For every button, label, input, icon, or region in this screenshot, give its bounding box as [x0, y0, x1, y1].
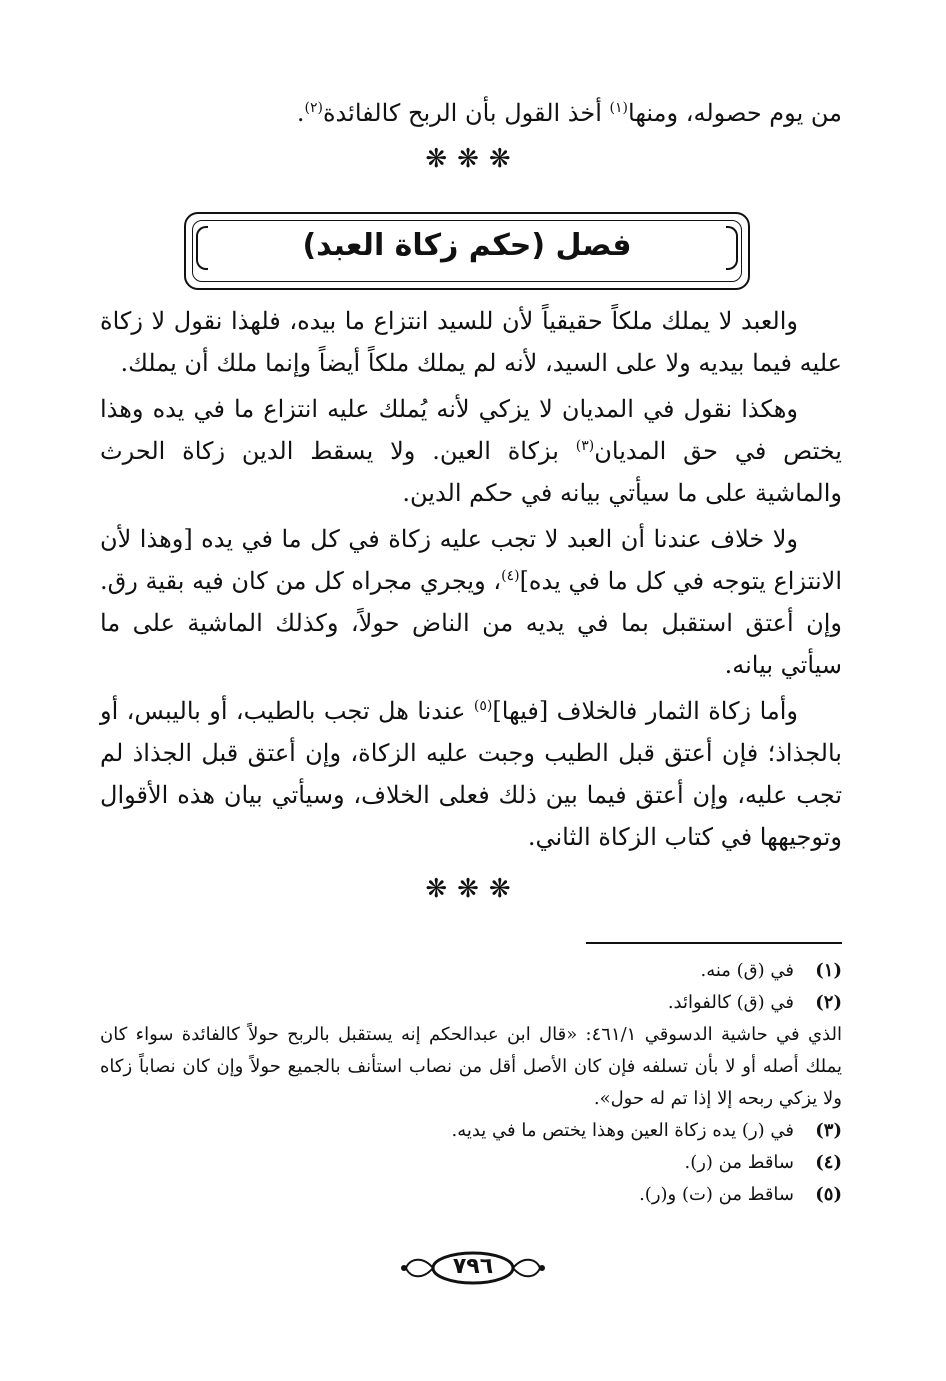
- text-span: عندنا هل تجب بالطيب، أو باليبس، أو بالجذاذ؛ فإن أعتق قبل الطيب وجبت عليه الزكاة، وإن أعتق قبل الجذاذ لم تجب عليه، وإن أعتق فيما بين ذلك فعلى الخلاف، وسيأتي بيان هذه الأقوال وتوجيهها في كتاب الزكاة الثاني.: [100, 697, 842, 851]
- footnote-ref-2[interactable]: (٢): [304, 100, 323, 116]
- text-span: ولا خلاف عندنا أن العبد لا تجب عليه زكاة في كل ما في يده [وهذا لأن الانتزاع يتوجه في كل ما في يده]: [100, 525, 842, 595]
- footnote-number: (٥): [815, 1184, 842, 1205]
- text-span: من يوم حصوله، ومنها: [628, 99, 842, 127]
- footnote-text: في (ر) يده زكاة العين وهذا يختص ما في يديه.: [451, 1120, 794, 1141]
- paragraph-1: والعبد لا يملك ملكاً حقيقياً لأن للسيد انتزاع ما بيده، فلهذا نقول لا زكاة عليه فيما بيديه ولا على السيد، لأنه لم يملك ملكاً أيضاً وإنما ملك أن يملك.: [100, 307, 842, 377]
- footnote-text: الذي في حاشية الدسوقي ٤٦١/١: «قال ابن عبدالحكم إنه يستقبل بالربح حولاً كالفائدة سواء كان يملك أصله أو لا بأن تسلفه فإن كان الأصل أقل من نصاب استأنف بالجميع حولاً وإن كان نصاباً زكاه ولا يزكي ربحه إلا إذا تم له حول».: [100, 1024, 843, 1109]
- text-span: ، ويجري مجراه كل من كان فيه بقية رق. وإن أعتق استقبل بما في يديه من الناض حولاً، وكذلك الماشية على ما سيأتي بيانه.: [100, 567, 842, 679]
- footnote-number: (٤): [815, 1152, 842, 1173]
- footnote-text: ساقط من (ت) و(ر).: [639, 1184, 794, 1205]
- section-heading-frame: [184, 212, 750, 290]
- text-span: أخذ القول بأن الربح كالفائدة: [322, 99, 610, 127]
- paragraph-3: [100, 518, 842, 686]
- footnote-ref-3[interactable]: (٣): [575, 438, 595, 454]
- paragraph-2: [100, 388, 842, 514]
- footnote-divider: [586, 942, 842, 944]
- footnote-ref-1[interactable]: (١): [609, 100, 629, 116]
- separator-stars-bottom: ❋❋❋: [425, 874, 521, 904]
- paragraph-4: [100, 690, 842, 858]
- page-number: ٧٩٦: [452, 1254, 494, 1279]
- continuation-paragraph: [100, 92, 842, 134]
- footnote-3: [100, 1115, 842, 1147]
- footnote-number: (١): [815, 960, 842, 981]
- top-line: [100, 92, 842, 138]
- footnote-number: (٢): [815, 992, 842, 1013]
- text-span: وهكذا نقول في المديان لا يزكي لأنه يُملك عليه انتزاع ما في يده وهذا يختص في حق المديان: [100, 395, 842, 465]
- footnote-number: (٣): [815, 1120, 842, 1141]
- footnotes-section: [100, 955, 842, 1211]
- footnote-2: [100, 987, 842, 1019]
- main-text: [100, 300, 842, 862]
- footnote-text: ساقط من (ر).: [684, 1152, 794, 1173]
- text-span: وأما زكاة الثمار فالخلاف [فيها]: [492, 697, 798, 725]
- page-number-ornament: [398, 1248, 548, 1288]
- footnote-1: [100, 955, 842, 987]
- footnote-5: [100, 1179, 842, 1211]
- footnote-ref-4[interactable]: (٤): [501, 568, 520, 584]
- footnote-2-continuation: [100, 1019, 842, 1115]
- footnote-text: في (ق) منه.: [700, 960, 794, 981]
- footnote-4: [100, 1147, 842, 1179]
- separator-stars-top: ❋❋❋: [425, 144, 521, 174]
- section-title: فصل (حكم زكاة العبد): [302, 228, 632, 263]
- text-span: بزكاة العين. ولا يسقط الدين زكاة الحرث والماشية على ما سيأتي بيانه في حكم الدين.: [100, 437, 842, 507]
- text-span: .: [296, 99, 305, 127]
- footnote-ref-5[interactable]: (٥): [473, 698, 493, 714]
- footnote-text: في (ق) كالفوائد.: [667, 992, 794, 1013]
